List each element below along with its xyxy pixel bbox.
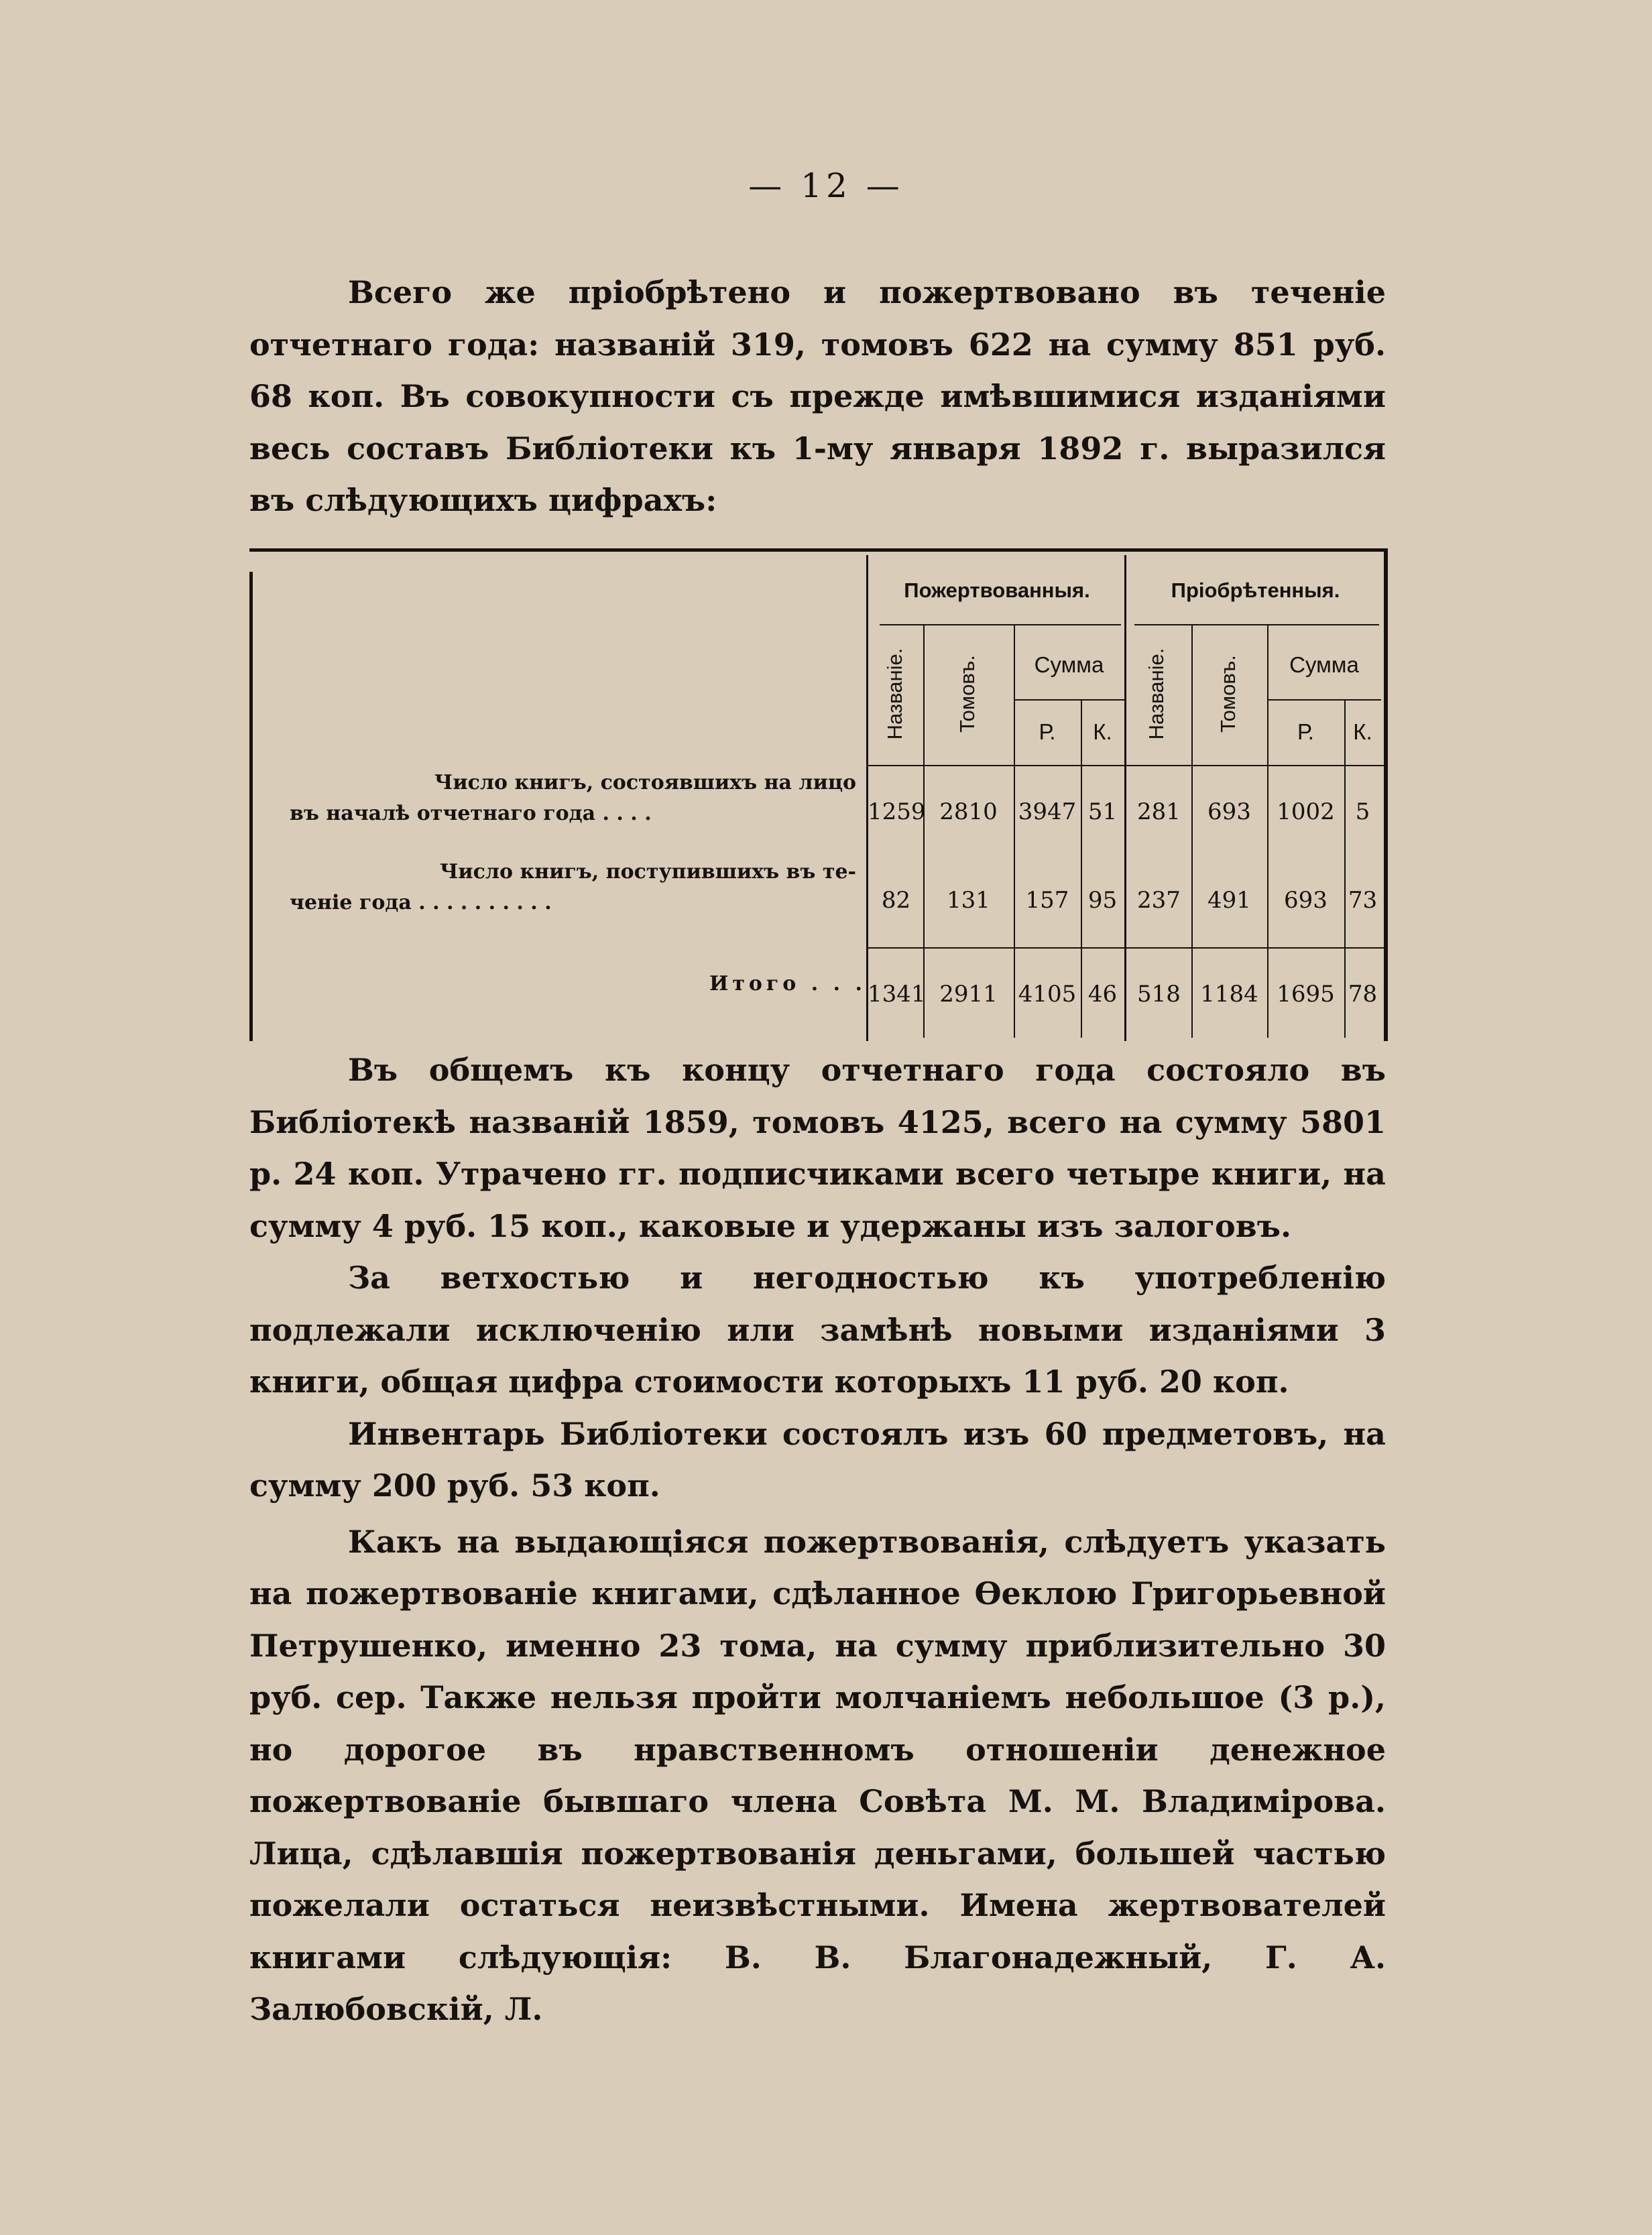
col-header-kop: К. [1093, 719, 1112, 744]
paragraph-donations: Какъ на выдающіяся пожертвованія, слѣдуетъ указать на пожертвованіе книгами, сдѣланное Ѳеклою Григорьевной Петрушенко, именно 23 тома, на сумму приблизительно 30 руб. сер. Также нельзя пройти молчаніемъ небольшое (3 р.), но дорогое въ нравственномъ отношеніи денежное пожертвованіе бывшаго члена Совѣта М. М. Владимірова. Лица, сдѣлавшія пожертвованія деньгами, большей частью пожелали остаться неизвѣстными. Имена жертвователей книгами слѣдующія: В. В. Благонадежный, Г. А. Залюбовскій, Л. [249, 1523, 1386, 2027]
table-cell-total: 1341 [868, 981, 926, 1008]
col-divider [923, 625, 925, 1038]
group-header-acquired: Пріобрѣтенныя. [1171, 579, 1340, 602]
col-divider [1267, 625, 1268, 1038]
paragraph-withdrawn: За ветхостью и негодностью къ употребленію подлежали исключенію или замѣнѣ новыми изданіями 3 книги, общая цифра стоимости которыхъ 11 руб. 20 коп. [249, 1260, 1386, 1400]
row-label [290, 857, 866, 918]
header-underline [880, 624, 1121, 625]
table-cell-total: 1184 [1200, 981, 1258, 1008]
row-label-line1: Число книгъ, поступившихъ въ те- [439, 860, 856, 884]
total-separator [866, 947, 1384, 949]
table-cell: 82 [881, 887, 911, 914]
table-cell: 281 [1137, 798, 1181, 825]
header-bottom-line [866, 765, 1384, 766]
table-cell-total: 46 [1087, 981, 1118, 1008]
row-label-line1: Число книгъ, состоявшихъ на лицо [434, 771, 856, 794]
col-header-kop: К. [1353, 719, 1372, 744]
intro-paragraph [249, 267, 1386, 527]
table-cell-total: 78 [1348, 981, 1378, 1008]
row-label [290, 969, 866, 1000]
intro-text: Всего же пріобрѣтено и пожертвовано въ теченіе отчетнаго года: названій 319, томовъ 622 на сумму 851 руб. 68 коп. Въ совокупности съ прежде имѣвшимися изданіями весь составъ Библіотеки къ 1-му января 1892 г. выразился въ слѣдующихъ цифрахъ: [249, 274, 1386, 518]
sum-underline [1267, 699, 1381, 701]
table-cell: 693 [1207, 798, 1251, 825]
col-header-sum: Сумма [1289, 652, 1359, 677]
table-cell: 3947 [1018, 798, 1077, 825]
header-underline [1134, 624, 1379, 625]
table-frame-right [1384, 552, 1388, 1041]
table-cell: 131 [947, 887, 990, 914]
col-header-volumes: Томовъ. [1216, 655, 1240, 733]
col-header-rub: Р. [1297, 719, 1314, 744]
row-label [290, 768, 866, 829]
table-cell-total: 2911 [939, 981, 998, 1008]
table-cell: 1259 [868, 798, 926, 825]
table-cell-total: 1695 [1277, 981, 1335, 1008]
col-divider [1191, 625, 1193, 1038]
table-cell: 157 [1025, 887, 1069, 914]
group-header-donated: Пожертвованныя. [904, 579, 1090, 602]
table-cell-total: 4105 [1018, 981, 1077, 1008]
table-cell: 95 [1087, 887, 1118, 914]
paragraph-inventory: Инвентарь Библіотеки состоялъ изъ 60 предметовъ, на сумму 200 руб. 53 коп. [249, 1415, 1386, 1504]
table-cell-total: 518 [1137, 981, 1181, 1008]
paragraph-totals: Въ общемъ къ концу отчетнаго года состояло въ Библіотекѣ названій 1859, томовъ 4125, всего на сумму 5801 р. 24 коп. Утрачено гг. подписчиками всего четыре книги, на сумму 4 руб. 15 коп., каковые и удержаны изъ залоговъ. [249, 1052, 1386, 1244]
sum-underline [1014, 699, 1124, 701]
col-header-sum: Сумма [1034, 652, 1104, 677]
col-header-titles: Названіе. [1144, 648, 1168, 740]
table-cell: 1002 [1277, 798, 1335, 825]
table-frame-left [249, 572, 253, 1041]
table-cell: 5 [1355, 798, 1370, 825]
table-cell: 491 [1207, 887, 1251, 914]
table-cell: 693 [1284, 887, 1328, 914]
col-header-titles: Названіе. [883, 648, 906, 740]
row-label-line2: въ началѣ отчетнаго года . . . . [290, 802, 652, 825]
page-number: — 12 — [748, 166, 904, 205]
row-label-line2: ченіе года . . . . . . . . . . [290, 891, 552, 914]
table-cell: 2810 [939, 798, 998, 825]
table-cell: 237 [1137, 887, 1181, 914]
col-header-volumes: Томовъ. [955, 655, 979, 733]
table-cell: 73 [1348, 887, 1378, 914]
col-divider [1014, 625, 1015, 1038]
row-label-total: Итого . . . [709, 972, 866, 995]
col-header-rub: Р. [1039, 719, 1056, 744]
body-text [249, 1044, 1386, 2036]
statistics-table [249, 548, 1388, 1038]
table-cell: 51 [1087, 798, 1118, 825]
